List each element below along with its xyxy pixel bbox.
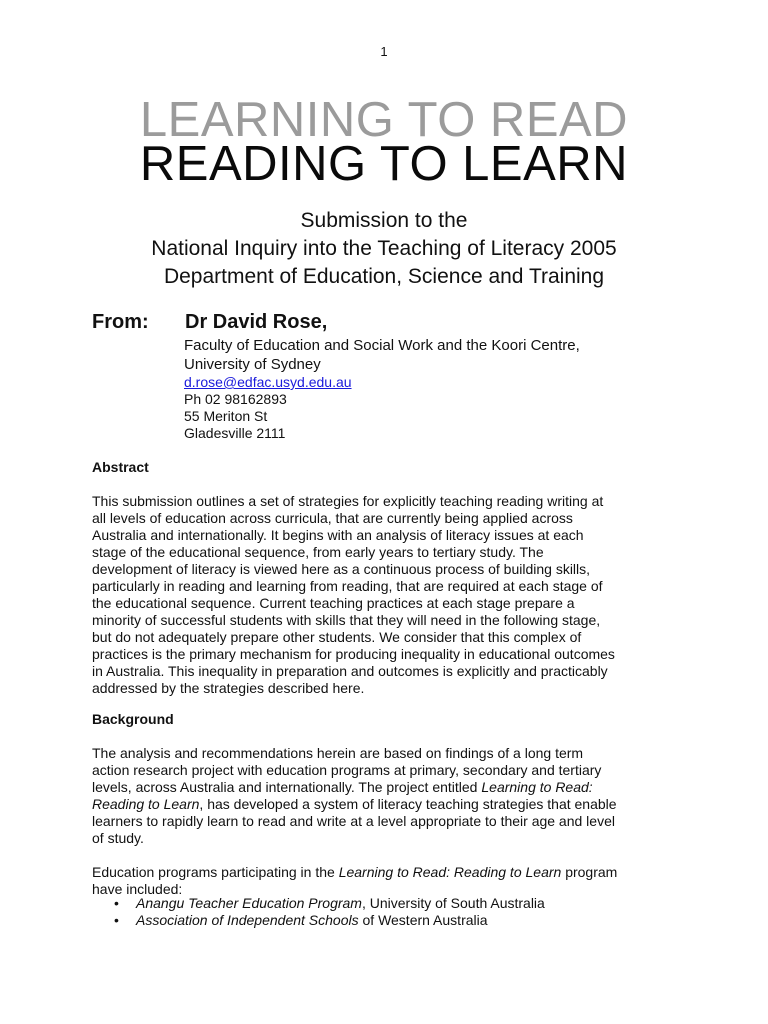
- subtitle-line: National Inquiry into the Teaching of Literacy 2005: [151, 237, 617, 260]
- text-line: minority of successful students with skills that they will need in the following stage,: [92, 612, 601, 628]
- title-learning-to-read: LEARNING TO READ: [139, 93, 629, 147]
- title-reading-to-learn: READING TO LEARN: [139, 137, 629, 191]
- text-line: but do not adequately prepare other students. We consider that this complex of: [92, 629, 582, 645]
- abstract-section: [92, 459, 682, 697]
- background-section: [92, 711, 682, 898]
- text-line: in Australia. This inequality in preparation and outcomes is explicitly and practicably: [92, 663, 608, 679]
- background-paragraph: [92, 745, 682, 847]
- text-line: have included:: [92, 881, 183, 897]
- text-line: [92, 779, 682, 796]
- subtitle-line: Submission to the: [300, 209, 468, 232]
- author-name: Dr David Rose,: [185, 311, 328, 333]
- suburb-postcode: Gladesville 2111: [184, 425, 286, 441]
- text-line: [92, 796, 682, 813]
- project-title-italic: Reading to Learn: [92, 796, 200, 812]
- text-line: This submission outlines a set of strategies for explicitly teaching reading writing at: [92, 493, 604, 509]
- project-title-italic: Learning to Read:: [481, 779, 593, 795]
- bullet-icon: •: [114, 912, 119, 928]
- text-line: practices is the primary mechanism for producing inequality in educational outcomes: [92, 646, 615, 662]
- email-link[interactable]: d.rose@edfac.usyd.edu.au: [184, 374, 352, 390]
- text-span: , has developed a system of literacy teaching strategies that enable: [199, 796, 617, 812]
- text-line: all levels of education across curricula, that are currently being applied across: [92, 510, 573, 526]
- affiliation-line: Faculty of Education and Social Work and the Koori Centre,: [184, 337, 580, 354]
- phone-number: Ph 02 98162893: [184, 391, 287, 407]
- text-span: Education programs participating in the: [92, 864, 339, 880]
- programs-bullet-list: [92, 895, 545, 929]
- text-line: [92, 864, 682, 881]
- list-item: [92, 895, 545, 912]
- text-span: of Western Australia: [358, 912, 488, 928]
- text-line: The analysis and recommendations herein are based on findings of a long term: [92, 745, 584, 761]
- program-name-italic: Anangu Teacher Education Program: [136, 895, 362, 911]
- list-item: [92, 912, 545, 929]
- abstract-heading: Abstract: [92, 459, 149, 475]
- bullet-icon: •: [114, 895, 119, 911]
- page-number: 1: [380, 44, 388, 59]
- text-line: Australia and internationally. It begins with an analysis of literacy issues at each: [92, 527, 584, 543]
- subtitle-line: Department of Education, Science and Training: [163, 265, 605, 288]
- text-span: program: [561, 864, 618, 880]
- street-address: 55 Meriton St: [184, 408, 268, 424]
- text-line: learners to rapidly learn to read and write at a level appropriate to their age and level: [92, 813, 615, 829]
- background-heading: Background: [92, 711, 174, 727]
- text-line: of study.: [92, 830, 144, 846]
- text-line: particularly in reading and learning from reading, that are required at each stage of: [92, 578, 603, 594]
- programs-paragraph: [92, 864, 682, 898]
- author-address: [184, 336, 580, 442]
- program-name-italic: Association of Independent Schools: [136, 912, 359, 928]
- text-line: action research project with education programs at primary, secondary and tertiary: [92, 762, 602, 778]
- from-label: From:: [92, 311, 149, 333]
- abstract-paragraph: [92, 493, 682, 697]
- text-line: development of literacy is viewed here as a continuous process of building skills,: [92, 561, 591, 577]
- affiliation-line: University of Sydney: [184, 356, 321, 373]
- text-span: levels, across Australia and internationally. The project entitled: [92, 779, 482, 795]
- text-line: the educational sequence. Current teaching practices at each stage prepare a: [92, 595, 575, 611]
- text-line: addressed by the strategies described here.: [92, 680, 365, 696]
- text-line: stage of the educational sequence, from early years to tertiary study. The: [92, 544, 544, 560]
- subtitle-block: [0, 207, 768, 291]
- text-span: , University of South Australia: [361, 895, 545, 911]
- program-name-italic: Learning to Read: Reading to Learn: [338, 864, 562, 880]
